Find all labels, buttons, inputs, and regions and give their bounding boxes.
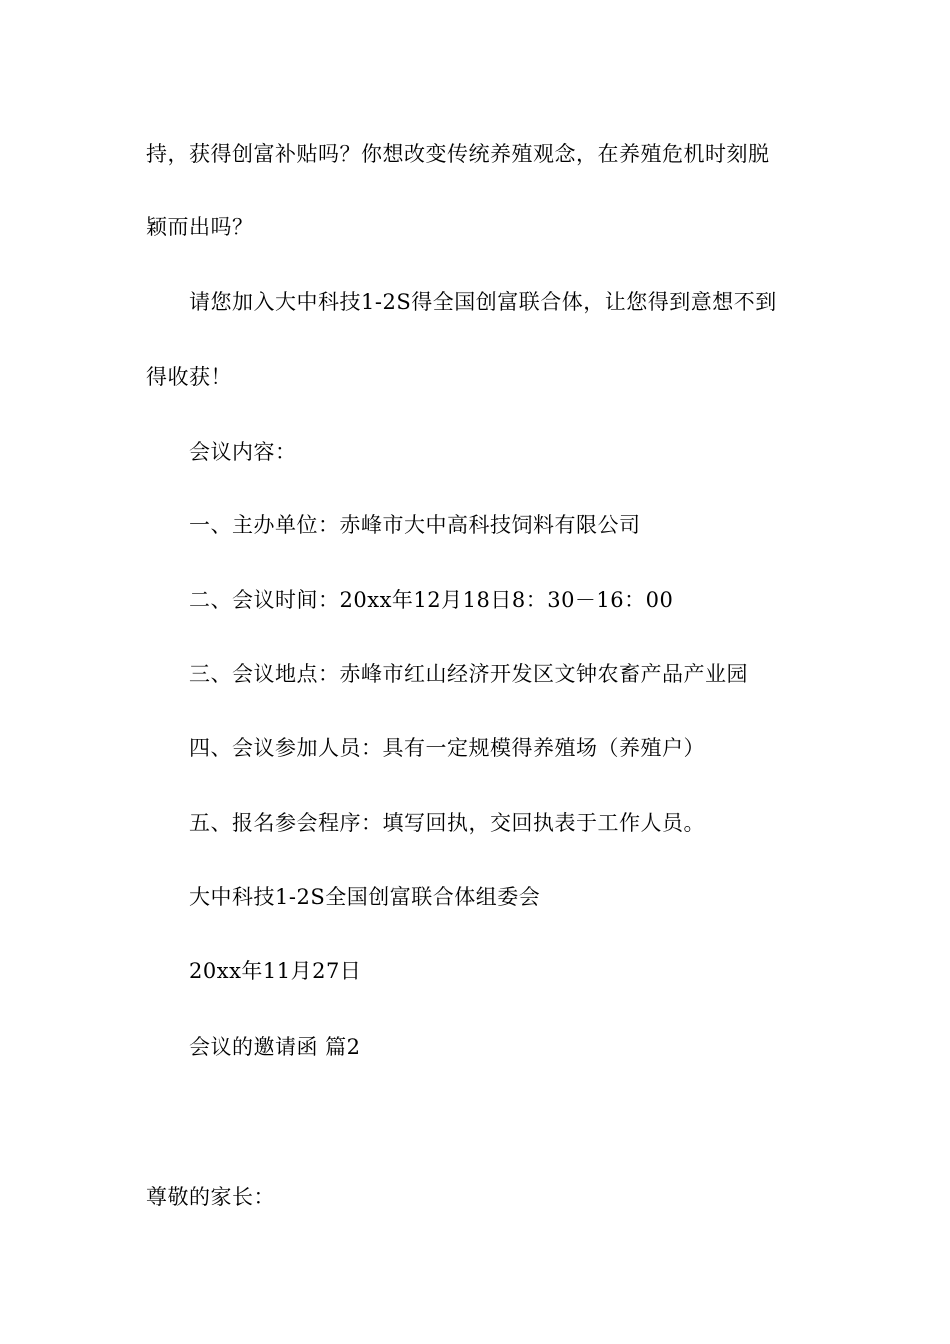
list-item: 四、会议参加人员：具有一定规模得养殖场（养殖户） xyxy=(189,736,705,760)
section-title: 会议的邀请函 篇2 xyxy=(189,1035,361,1059)
paragraph-line: 持，获得创富补贴吗？你想改变传统养殖观念，在养殖危机时刻脱 xyxy=(146,142,770,166)
list-item: 一、主办单位：赤峰市大中高科技饲料有限公司 xyxy=(189,513,641,537)
list-item: 五、报名参会程序：填写回执，交回执表于工作人员。 xyxy=(189,811,705,835)
list-item: 三、会议地点：赤峰市红山经济开发区文钟农畜产品产业园 xyxy=(189,662,748,686)
salutation: 尊敬的家长： xyxy=(146,1185,275,1209)
signature-date: 20xx年11月27日 xyxy=(189,959,362,983)
paragraph-line: 请您加入大中科技1-2S得全国创富联合体，让您得到意想不到 xyxy=(189,290,777,314)
signature-organization: 大中科技1-2S全国创富联合体组委会 xyxy=(189,885,541,909)
paragraph-line: 颖而出吗？ xyxy=(146,215,254,239)
list-item: 二、会议时间：20xx年12月18日8：30－16：00 xyxy=(189,588,674,612)
section-heading: 会议内容： xyxy=(189,440,297,464)
paragraph-line: 得收获！ xyxy=(146,365,232,389)
